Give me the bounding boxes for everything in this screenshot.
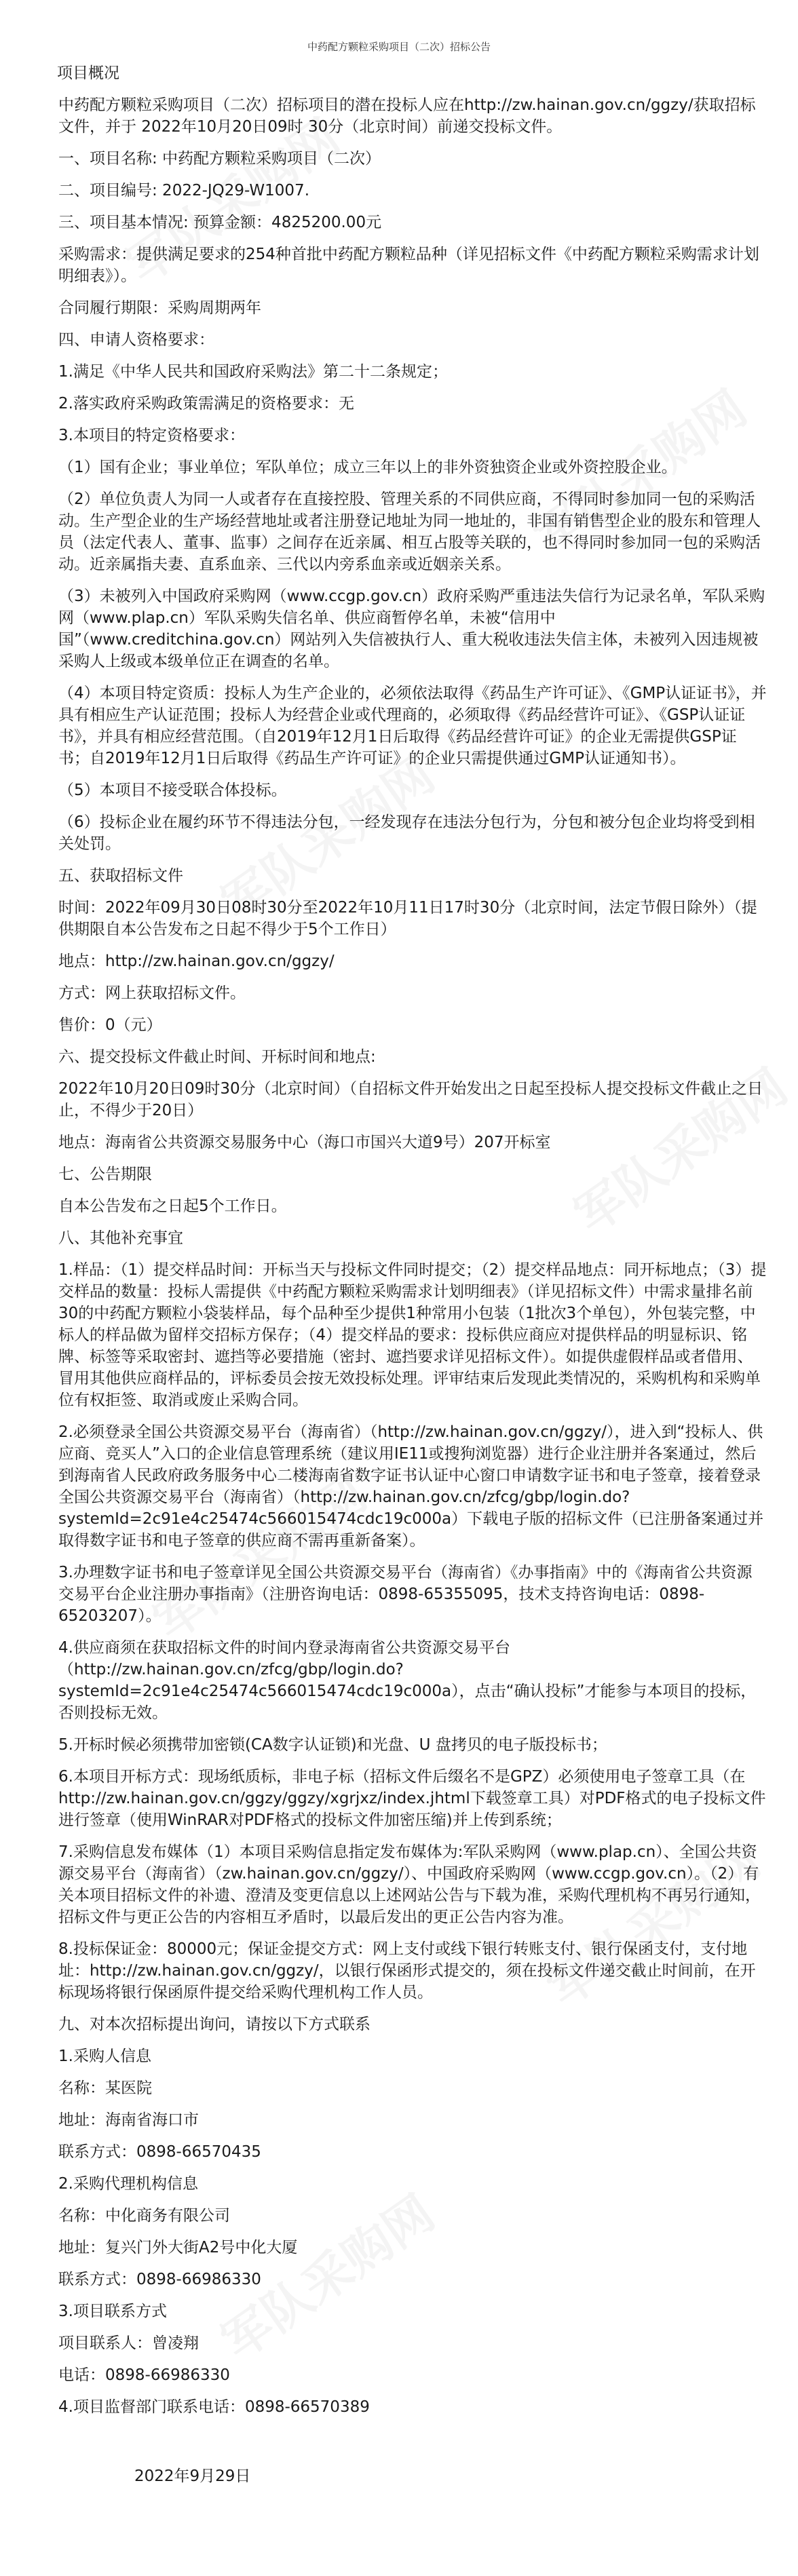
supplementary-item: 6.本项目开标方式：现场纸质标，非电子标（招标文件后缀名不是GPZ）必须使用电子签章工具（在http://zw.hainan.gov.cn/ggzy/ggzy/xgrjxz/index.jhtml下载签章工具）对PDF格式的电子投标文件进行签章（使用WinRAR对PDF格式的投标文件加密压缩)并上传到系统； (58, 1768, 766, 1829)
purchaser-address: 地址：海南省海口市 (58, 2111, 199, 2129)
acquisition-time: 时间：2022年09月30日08时30分至2022年10月11日17时30分（北京时间，法定节假日除外）（提供期限自本公告发布之日起不得少于5个工作日） (58, 899, 757, 938)
supplementary-item: 5.开标时候必须携带加密锁(CA数字认证锁)和光盘、U 盘拷贝的电子版投标书； (58, 1736, 607, 1754)
section-heading: 项目概况 (57, 64, 119, 82)
page-header-title: 中药配方颗粒采购项目（二次）招标公告 (307, 41, 491, 53)
qualification-detail: （1）国有企业；事业单位；军队单位；成立三年以上的非外资独资企业或外资控股企业。 (58, 459, 677, 476)
supplementary-item: 2.必须登录全国公共资源交易平台（海南省）（http://zw.hainan.gov.cn/ggzy/），进入到“投标人、供应商、竞买人”入口的企业信息管理系统（建议用IE11或搜狗浏览器）进行企业注册并各案通过，然后到海南省人民政府政务服务中心二楼海南省数字证书认证中心窗口申请数字证书和电子签章，接着登录全国公共资源交易平台（海南省）（http://zw.hainan.gov.cn/zfcg/gbp/login.do?systemId=2c91e4c25474c566015474cdc19c000a）下载电子版的招标文件（已注册备案通过并取得数字证书和电子签章的供应商不需再重新备案）。 (58, 1423, 764, 1550)
agency-name: 名称：中化商务有限公司 (58, 2207, 230, 2225)
qualification-detail: （2）单位负责人为同一人或者存在直接控股、管理关系的不同供应商，不得同时参加同一包的采购活动。生产型企业的生产场经营地址或者注册登记地址为同一地址的，非国有销售型企业的股东和管理人员（法定代表人、董事、监事）之间存在近亲属、相互占股等关联的，也不得同时参加同一包的采购活动。近亲属指夫妻、直系血亲、三代以内旁系血亲或近姻亲关系。 (58, 491, 761, 573)
acquisition-place: 地点：http://zw.hainan.gov.cn/ggzy/ (58, 953, 335, 970)
section-heading: 七、公告期限 (58, 1166, 152, 1183)
purchaser-phone: 联系方式：0898-66570435 (58, 2143, 261, 2161)
contact-heading: 1.采购人信息 (58, 2048, 151, 2065)
overview-text: 中药配方颗粒采购项目（二次）招标项目的潜在投标人应在http://zw.hainan.gov.cn/ggzy/获取招标文件，并于 2022年10月20日09时 30分（北京时间）前递交投标文件。 (58, 96, 756, 136)
announcement-body (48, 62, 767, 2497)
qualification-item: 1.满足《中华人民共和国政府采购法》第二十二条规定； (58, 363, 448, 381)
supplementary-item: 3.办理数字证书和电子签章详见全国公共资源交易平台（海南省）《办事指南》中的《海南省公共资源交易平台企业注册办事指南》（注册咨询电话：0898-65355095，技术支持咨询电话：0898-65203207）。 (58, 1564, 753, 1625)
deadline-time: 2022年10月20日09时30分（北京时间）（自招标文件开始发出之日起至投标人提交投标文件截止之日止，不得少于20日） (58, 1080, 763, 1119)
acquisition-method: 方式：网上获取招标文件。 (58, 984, 246, 1002)
project-contact-phone: 电话：0898-66986330 (58, 2366, 230, 2384)
section-heading: 五、获取招标文件 (58, 867, 183, 885)
supplementary-item: 8.投标保证金：80000元；保证金提交方式：网上支付或线下银行转账支付、银行保函支付，支付地址：http://zw.hainan.gov.cn/ggzy/，以银行保函形式提交的，须在投标文件递交截止时间前，在开标现场将银行保函原件提交给采购代理机构工作人员。 (58, 1940, 756, 2001)
section-heading: 八、其他补充事宜 (58, 1229, 183, 1247)
qualification-detail: （3）未被列入中国政府采购网（www.ccgp.gov.cn）政府采购严重违法失信行为记录名单，军队采购网（www.plap.cn）军队采购失信名单、供应商暂停名单，未被“信用中国”（www.creditchina.gov.cn）网站列入失信被执行人、重大税收违法失信主体，未被列入因违规被采购人上级或本级单位正在调查的名单。 (58, 588, 765, 670)
contact-heading: 3.项目联系方式 (58, 2303, 167, 2320)
qualification-detail: （4）本项目特定资质：投标人为生产企业的，必须依法取得《药品生产许可证》、《GMP认证证书》，并具有相应生产认证范围；投标人为经营企业或代理商的，必须取得《药品经营许可证》、《GSP认证证书》，并具有相应经营范围。（自2019年12月1日后取得《药品经营许可证》的企业无需提供GSP证书；自2019年12月1日后取得《药品生产许可证》的企业只需提供通过GMP认证通知书）。 (58, 685, 767, 767)
acquisition-price: 售价：0（元） (58, 1016, 162, 1034)
section-heading: 四、申请人资格要求： (58, 331, 214, 349)
project-budget: 三、项目基本情况: 预算金额：4825200.00元 (58, 214, 382, 231)
contact-heading: 2.采购代理机构信息 (58, 2175, 198, 2193)
agency-phone: 联系方式：0898-66986330 (58, 2271, 261, 2288)
contract-period: 合同履行期限：采购周期两年 (58, 299, 261, 317)
qualification-item: 2.落实政府采购政策需满足的资格要求：无 (58, 395, 354, 412)
project-name: 一、项目名称: 中药配方颗粒采购项目（二次） (58, 150, 381, 168)
section-heading: 六、提交投标文件截止时间、开标时间和地点: (58, 1048, 376, 1066)
section-heading: 九、对本次招标提出询问，请按以下方式联系 (58, 2016, 370, 2033)
supplementary-item: 4.供应商须在获取招标文件的时间内登录海南省公共资源交易平台（http://zw.hainan.gov.cn/zfcg/gbp/login.do?systemId=2c91e4c25474c566015474cdc19c000a），点击“确认投标”才能参与本项目的投标，否则投标无效。 (58, 1639, 757, 1722)
opening-place: 地点：海南省公共资源交易服务中心（海口市国兴大道9号）207开标室 (58, 1134, 551, 1151)
supplementary-item: 1.样品：（1）提交样品时间：开标当天与投标文件同时提交；（2）提交样品地点：同开标地点；（3）提交样品的数量：投标人需提供《中药配方颗粒采购需求计划明细表》（详见招标文件）中需求量排名前30的中药配方颗粒小袋装样品，每个品种至少提供1种常用小包装（1批次3个单包），外包装完整，中标人的样品做为留样交招标方保存；（4）提交样品的要求：投标供应商应对提供样品的明显标识、铭牌、标签等采取密封、遮挡等必要措施（密封、遮挡要求详见招标文件）。如提供虚假样品或者借用、冒用其他供应商样品的，评标委员会按无效投标处理。评审结束后发现此类情况的，采购机构和采购单位有权拒签、取消或废止采购合同。 (58, 1261, 767, 1409)
qualification-item: 3.本项目的特定资格要求： (58, 427, 245, 444)
agency-address: 地址：复兴门外大街A2号中化大厦 (58, 2239, 298, 2256)
project-number: 二、项目编号: 2022-JQ29-W1007. (58, 182, 309, 199)
supplementary-item: 7.采购信息发布媒体（1）本项目采购信息指定发布媒体为:军队采购网（www.plap.cn）、全国公共资源交易平台（海南省）（zw.hainan.gov.cn/ggzy/）、中国政府采购网（www.ccgp.gov.cn）。（2）有关本项目招标文件的补遗、澄清及变更信息以上述网站公告与下载为准，采购代理机构不再另行通知，招标文件与更正公告的内容相互矛盾时，以最后发出的更正公告内容为准。 (58, 1843, 761, 1926)
supervision-phone: 4.项目监督部门联系电话：0898-66570389 (58, 2398, 370, 2416)
qualification-detail: （6）投标企业在履约环节不得违法分包，一经发现存在违法分包行为，分包和被分包企业均将受到相关处罚。 (58, 813, 755, 853)
signature-date: 2022年9月29日 (134, 2467, 251, 2485)
qualification-detail: （5）本项目不接受联合体投标。 (58, 782, 287, 799)
procurement-demand: 采购需求：提供满足要求的254种首批中药配方颗粒品种（详见招标文件《中药配方颗粒采购需求计划明细表》）。 (58, 246, 759, 285)
project-contact-person: 项目联系人：曾凌翔 (58, 2334, 199, 2352)
purchaser-name: 名称：某医院 (58, 2079, 152, 2097)
notice-period: 自本公告发布之日起5个工作日。 (58, 1197, 287, 1215)
